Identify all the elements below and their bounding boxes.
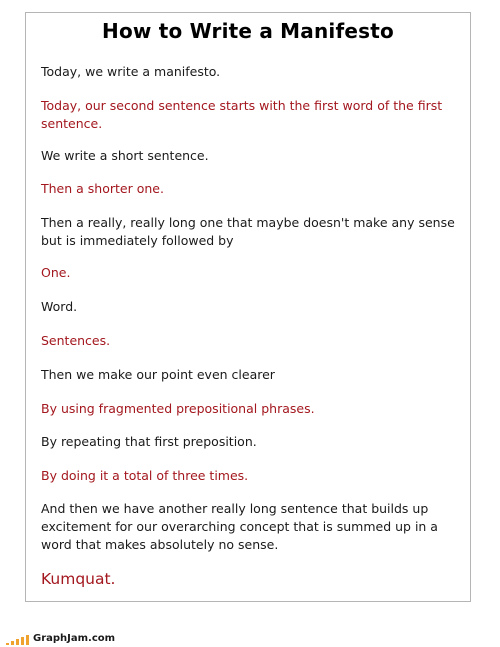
line-14: Kumquat.: [41, 570, 116, 588]
line-10: By using fragmented prepositional phrases.: [41, 401, 315, 416]
line-4: Then a shorter one.: [41, 181, 164, 196]
line-11: By repeating that first preposition.: [41, 434, 257, 449]
page-title: How to Write a Manifesto: [102, 19, 394, 43]
line-7: Word.: [41, 299, 78, 314]
manifesto-card: [25, 12, 471, 602]
line-3: We write a short sentence.: [41, 148, 209, 163]
brand-link[interactable]: GraphJam.com: [33, 633, 116, 644]
line-2: Today, our second sentence starts with the first word of the first sentence.: [41, 98, 443, 131]
line-8: Sentences.: [41, 333, 111, 348]
line-12: By doing it a total of three times.: [41, 468, 249, 483]
line-6: One.: [41, 265, 71, 280]
line-9: Then we make our point even clearer: [41, 367, 275, 382]
signal-bars-icon: [6, 635, 29, 645]
line-13: And then we have another really long sentence that builds up excitement for our overarching concept that is summed up in a word that makes absolutely no sense.: [41, 501, 438, 552]
line-5: Then a really, really long one that maybe doesn't make any sense but is immediately followed by: [41, 215, 455, 248]
line-1: Today, we write a manifesto.: [41, 64, 221, 79]
footer: [6, 633, 115, 645]
